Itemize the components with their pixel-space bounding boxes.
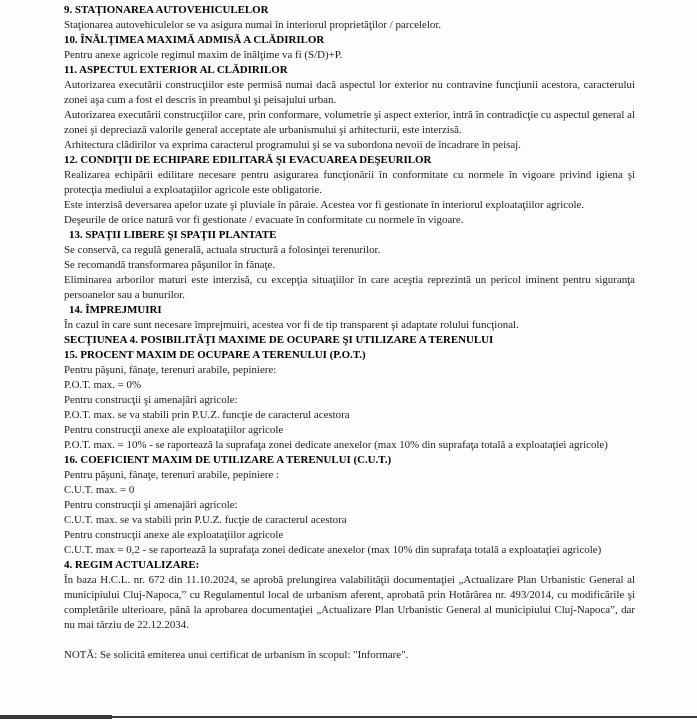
paragraph: Se conservă, ca regulă generală, actuala structură a folosinţei terenurilor. <box>64 244 381 256</box>
paragraph: C.U.T. max. se va stabili prin P.U.Z. fucţie de caracterul acestora <box>64 514 347 526</box>
paragraph: Pentru construcţii şi amenajări agricole: <box>64 499 238 511</box>
paragraph: P.O.T. max. se va stabili prin P.U.Z. funcţie de caracterul acestora <box>64 409 350 421</box>
heading-coeficient-maxim-utilizare-cut: 16. COEFICIENT MAXIM DE UTILIZARE A TERENULUI (C.U.T.) <box>64 454 392 466</box>
heading-aspectul-exterior: 11. ASPECTUL EXTERIOR AL CLĂDIRILOR <box>64 64 288 76</box>
paragraph-pot-max-0: P.O.T. max. = 0% <box>64 379 142 391</box>
heading-inaltimea-maxima-admisa: 10. ÎNĂLŢIMEA MAXIMĂ ADMISĂ A CLĂDIRILOR <box>64 34 325 46</box>
paragraph-cut-max-0: C.U.T. max. = 0 <box>64 484 135 496</box>
heading-spatii-libere-plantate: 13. SPAŢII LIBERE ŞI SPAŢII PLANTATE <box>69 229 277 241</box>
paragraph: Staţionarea autovehiculelor se va asigura numai în interiorul proprietăţilor / parcelelor. <box>64 19 442 31</box>
paragraph-nota-informare: NOTĂ: Se solicită emiterea unui certificat de urbanism în scopul: "Informare". <box>64 649 409 661</box>
paragraph-hcl-prelungire: În baza H.C.L. nr. 672 din 11.10.2024, se aprobă prelungirea valabilităţii documentaţiei „Actualizare Plan Urbanistic General al municipiului Cluj-Napoca,” cu Regulamentul local de urbanism aferent, aprobată prin Hotărârea nr. 493/2014, cu modificările şi completările ulterioare, până la aprobarea documentaţiei „Actualizare Plan Urbanistic General al municipiului Cluj-Napoca”, dar nu mai târziu de 22.12.2034. <box>64 574 635 631</box>
paragraph-pot-max-10: P.O.T. max. = 10% - se raportează la suprafaţa zonei dedicate anexelor (max 10% din suprafaţa totală a exploataţiei agricole) <box>64 439 608 451</box>
heading-procent-maxim-ocupare-pot: 15. PROCENT MAXIM DE OCUPARE A TERENULUI (P.O.T.) <box>64 349 366 361</box>
heading-regim-actualizare: 4. REGIM ACTUALIZARE: <box>64 559 200 571</box>
paragraph: Arhitectura clădirilor va exprima caracterul programului şi se va subordona nevoii de încadrare în peisaj. <box>64 139 521 151</box>
heading-stationarea-autovehiculelor: 9. STAŢIONAREA AUTOVEHICULELOR <box>64 4 269 16</box>
blank-line <box>64 633 635 648</box>
paragraph: Pentru anexe agricole regimul maxim de înălţime va fi (S/D)+P. <box>64 49 343 61</box>
paragraph: Pentru păşuni, fânaţe, terenuri arabile, pepiniere : <box>64 469 279 481</box>
window-bottom-edge <box>0 716 697 718</box>
paragraph: Autorizarea executării construcţiilor care, prin conformare, volumetrie şi aspect exterior, intră în contradicţie cu aspectul general al zonei şi depreciază valorile general acceptate ale urbanismului şi arhitecturii, este interzisă. <box>64 109 635 136</box>
paragraph: Pentru construcţii anexe ale exploataţiilor agricole <box>64 424 284 436</box>
heading-sectiunea-4: SECŢIUNEA 4. POSIBILITĂŢI MAXIME DE OCUPARE ŞI UTILIZARE A TERENULUI <box>64 334 494 346</box>
paragraph: Realizarea echipării edilitare necesare pentru asigurarea funcţionării în conformitate cu normele în vigoare privind igiena şi protecţia mediului a exploataţiilor agricole este obligatorie. <box>64 169 635 196</box>
paragraph: Pentru construcţii şi amenajări agricole: <box>64 394 238 406</box>
heading-conditii-echipare-edilitara: 12. CONDIŢII DE ECHIPARE EDILITARĂ ŞI EVACUAREA DEŞEURILOR <box>64 154 432 166</box>
urbanism-regulation-document <box>64 3 635 663</box>
paragraph: Eliminarea arborilor maturi este interzisă, cu excepţia situaţiilor în care aceştia reprezintă un pericol iminent pentru siguranţa persoanelor sau a bunurilor. <box>64 274 635 301</box>
heading-imprejmuiri: 14. ÎMPREJMUIRI <box>69 304 162 316</box>
paragraph: Autorizarea executării construcţiilor este permisă numai dacă aspectul lor exterior nu contravine funcţiunii acestora, caracterului zonei aşa cum a fost el descris în preambul şi peisajului urban. <box>64 79 635 106</box>
paragraph: Este interzisă deversarea apelor uzate şi pluviale în pâraie. Acestea vor fi gestionate în interiorul exploataţiilor agricole. <box>64 199 585 211</box>
paragraph-cut-max-02: C.U.T. max = 0,2 - se raportează la suprafaţa zonei dedicate anexelor (max 10% din suprafaţa totală a exploataţiei agricole) <box>64 544 602 556</box>
paragraph: Deşeurile de orice natură vor fi gestionate / evacuate în conformitate cu normele în vigoare. <box>64 214 464 226</box>
paragraph: Se recomandă transformarea păşunilor în fânaţe. <box>64 259 276 271</box>
paragraph: Pentru construcţii anexe ale exploataţiilor agricole <box>64 529 284 541</box>
paragraph: Pentru păşuni, fânaţe, terenuri arabile, pepiniere: <box>64 364 277 376</box>
paragraph: În cazul în care sunt necesare împrejmuiri, acestea vor fi de tip transparent şi adaptate rolului funcţional. <box>64 319 519 331</box>
